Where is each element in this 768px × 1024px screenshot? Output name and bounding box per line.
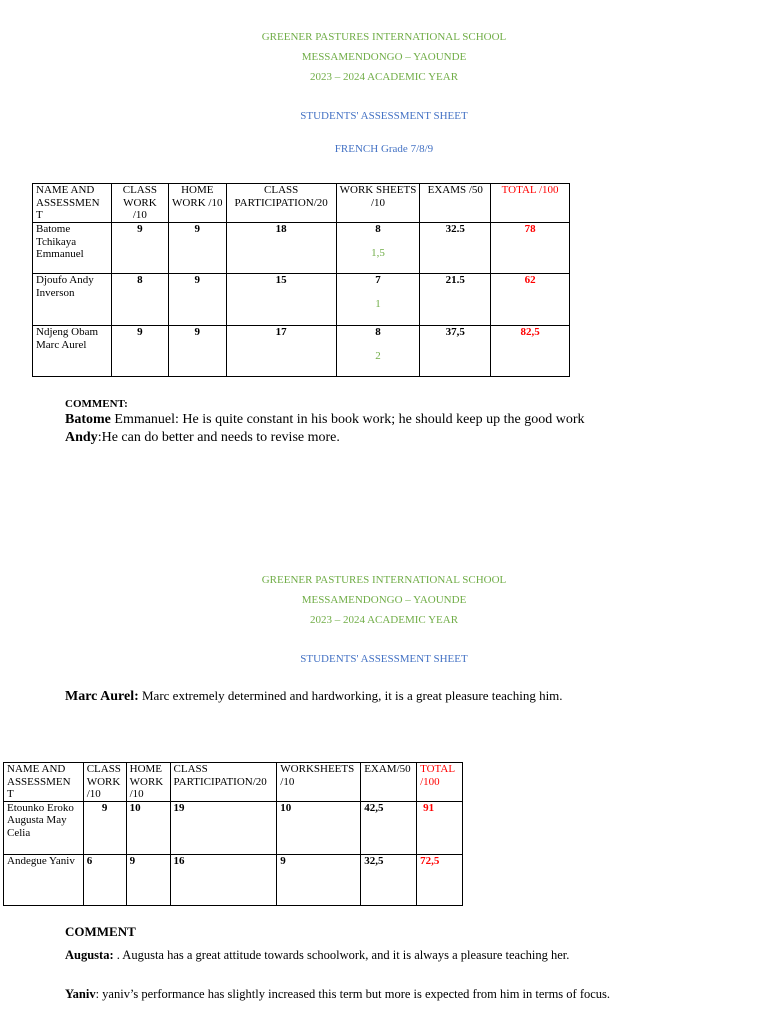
comment-text: : yaniv’s performance has slightly increased this term but more is expected from him in terms of focus. bbox=[95, 987, 611, 1001]
header-participation: CLASS PARTICIPATION/20 bbox=[170, 763, 277, 802]
home-work-score: 10 bbox=[126, 801, 170, 854]
header-total: TOTAL /100 bbox=[417, 763, 463, 802]
comment-text: Emmanuel: He is quite constant in his book work; he should keep up the good work bbox=[110, 412, 585, 427]
exam-score: 37,5 bbox=[420, 326, 491, 377]
worksheets-score: 9 bbox=[277, 854, 361, 905]
comment-text: Marc extremely determined and hardworking, it is a great pleasure teaching him. bbox=[138, 688, 563, 703]
comment-marc bbox=[65, 688, 563, 705]
participation-score: 16 bbox=[170, 854, 277, 905]
header-home-work: HOME WORK /10 bbox=[168, 184, 226, 223]
worksheets-extra: 1 bbox=[375, 297, 381, 310]
participation-score: 15 bbox=[226, 274, 336, 326]
table-row bbox=[33, 223, 570, 274]
comment-student-name: Yaniv bbox=[65, 987, 96, 1001]
sheet-title: STUDENTS' ASSESSMENT SHEET bbox=[300, 110, 468, 122]
class-work-score: 8 bbox=[111, 274, 168, 326]
home-work-score: 9 bbox=[126, 854, 170, 905]
home-work-score: 9 bbox=[168, 274, 226, 326]
total-score: 72,5 bbox=[417, 854, 463, 905]
home-work-score: 9 bbox=[168, 326, 226, 377]
exam-score: 42,5 bbox=[361, 801, 417, 854]
participation-score: 17 bbox=[226, 326, 336, 377]
worksheets-score: 8 bbox=[375, 326, 381, 338]
header-participation: CLASS PARTICIPATION/20 bbox=[226, 184, 336, 223]
worksheets-score: 7 bbox=[375, 274, 381, 286]
school-location: MESSAMENDONGO – YAOUNDE bbox=[301, 594, 467, 606]
comment-student-name: Andy bbox=[65, 430, 98, 445]
exam-score: 32,5 bbox=[361, 854, 417, 905]
class-work-score: 9 bbox=[111, 326, 168, 377]
comment-text: :He can do better and needs to revise more. bbox=[97, 430, 340, 445]
header-worksheets: WORKSHEETS /10 bbox=[277, 763, 361, 802]
worksheets-score: 8 bbox=[375, 223, 381, 235]
comment-student-name: Marc Aurel: bbox=[65, 689, 139, 704]
sheet-title: STUDENTS' ASSESSMENT SHEET bbox=[300, 653, 468, 665]
comment-yaniv bbox=[65, 987, 610, 1002]
total-score: 82,5 bbox=[491, 326, 570, 377]
comment-augusta bbox=[65, 948, 569, 963]
class-work-score: 9 bbox=[111, 223, 168, 274]
academic-year: 2023 – 2024 ACADEMIC YEAR bbox=[309, 71, 459, 83]
comment-student-name: Augusta: bbox=[65, 948, 114, 962]
school-location: MESSAMENDONGO – YAOUNDE bbox=[301, 51, 467, 63]
comment-student-name: Batome bbox=[65, 412, 111, 427]
table-row bbox=[4, 854, 463, 905]
student-name: Ndjeng Obam Marc Aurel bbox=[33, 326, 112, 377]
comment-heading: COMMENT bbox=[65, 924, 136, 939]
academic-year: 2023 – 2024 ACADEMIC YEAR bbox=[309, 614, 459, 626]
table-row bbox=[4, 801, 463, 854]
comment-andy bbox=[65, 430, 340, 446]
student-name: Andegue Yaniv bbox=[4, 854, 84, 905]
subject-title: FRENCH Grade 7/8/9 bbox=[334, 143, 434, 155]
student-name: Etounko Eroko Augusta May Celia bbox=[4, 801, 84, 854]
school-name: GREENER PASTURES INTERNATIONAL SCHOOL bbox=[261, 574, 507, 586]
header-class-work: CLASS WORK /10 bbox=[111, 184, 168, 223]
total-score: 62 bbox=[491, 274, 570, 326]
total-score: 91 bbox=[417, 801, 463, 854]
header-total: TOTAL /100 bbox=[491, 184, 570, 223]
worksheets-extra: 1,5 bbox=[371, 246, 385, 259]
total-score: 78 bbox=[491, 223, 570, 274]
worksheets-cell bbox=[336, 223, 420, 274]
worksheets-extra: 2 bbox=[375, 349, 381, 362]
table-row bbox=[33, 274, 570, 326]
header-name: NAME AND ASSESSMEN T bbox=[33, 184, 112, 223]
comment-batome bbox=[65, 412, 584, 428]
exam-score: 32.5 bbox=[420, 223, 491, 274]
exam-score: 21.5 bbox=[420, 274, 491, 326]
table-header-row bbox=[33, 184, 570, 223]
comment-text: . Augusta has a great attitude towards schoolwork, and it is always a pleasure teaching her. bbox=[113, 948, 570, 962]
worksheets-cell bbox=[336, 326, 420, 377]
assessment-table-1 bbox=[32, 183, 570, 377]
table-row bbox=[33, 326, 570, 377]
assessment-table-2 bbox=[3, 762, 463, 906]
header-exams: EXAMS /50 bbox=[420, 184, 491, 223]
participation-score: 19 bbox=[170, 801, 277, 854]
comment-heading: COMMENT: bbox=[65, 398, 128, 410]
participation-score: 18 bbox=[226, 223, 336, 274]
header-class-work: CLASS WORK /10 bbox=[83, 763, 126, 802]
class-work-score: 6 bbox=[83, 854, 126, 905]
student-name: Djoufo Andy Inverson bbox=[33, 274, 112, 326]
home-work-score: 9 bbox=[168, 223, 226, 274]
student-name: Batome Tchikaya Emmanuel bbox=[33, 223, 112, 274]
header-home-work: HOME WORK /10 bbox=[126, 763, 170, 802]
class-work-score: 9 bbox=[83, 801, 126, 854]
worksheets-cell bbox=[336, 274, 420, 326]
school-name: GREENER PASTURES INTERNATIONAL SCHOOL bbox=[261, 31, 507, 43]
header-name: NAME AND ASSESSMEN T bbox=[4, 763, 84, 802]
worksheets-score: 10 bbox=[277, 801, 361, 854]
table-header-row bbox=[4, 763, 463, 802]
header-exams: EXAM/50 bbox=[361, 763, 417, 802]
header-worksheets: WORK SHEETS /10 bbox=[336, 184, 420, 223]
